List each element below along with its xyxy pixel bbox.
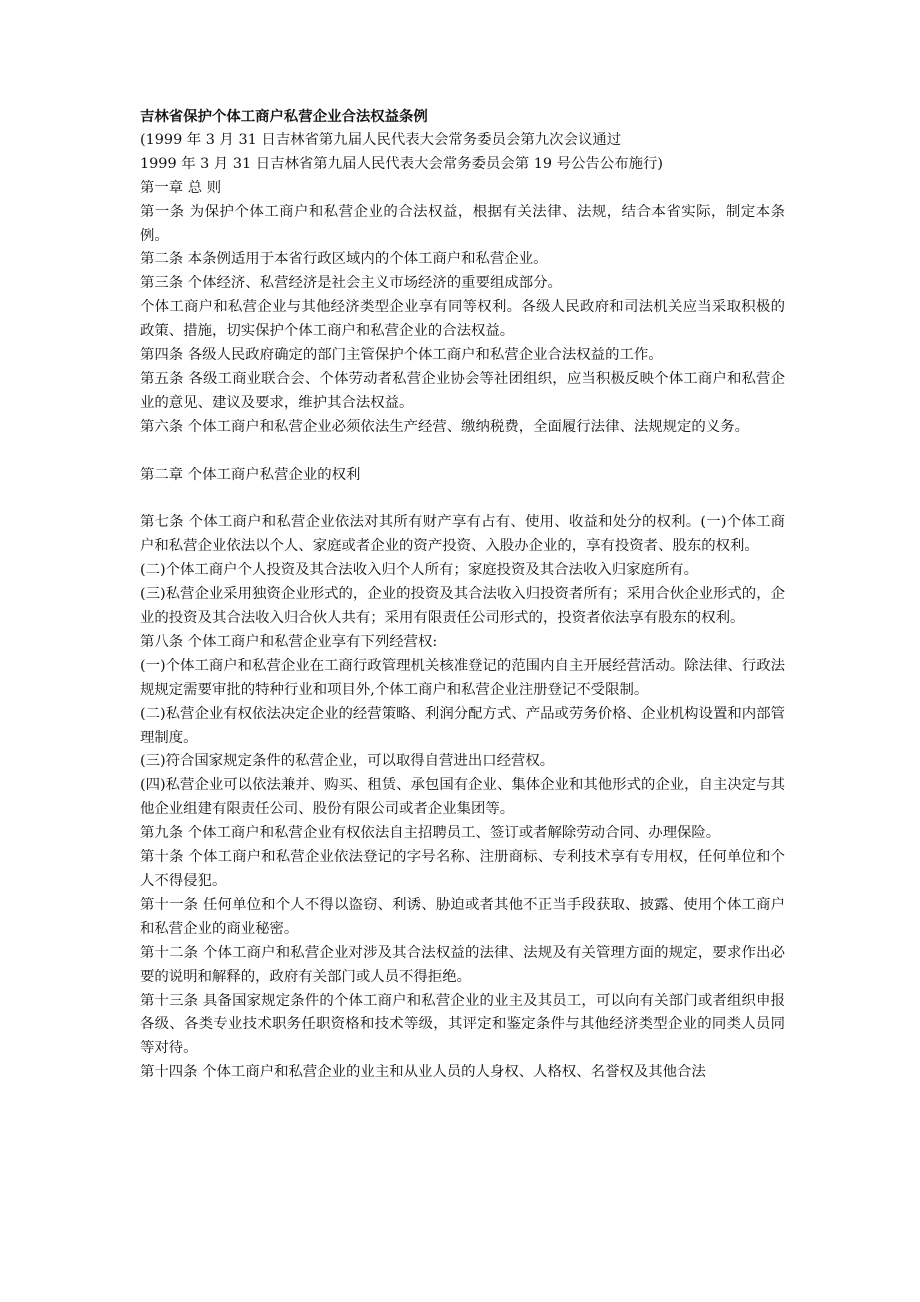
article-14: 第十四条 个体工商户和私营企业的业主和从业人员的人身权、人格权、名誉权及其他合法: [140, 1064, 706, 1081]
adoption-note-1: (1999 年 3 月 31 日吉林省第九届人民代表大会常务委员会第九次会议通过: [140, 131, 622, 148]
article-5: 第五条 各级工商业联合会、个体劳动者私营企业协会等社团组织，应当积极反映个体工商户和私营企业的意见、建议及要求，维护其合法权益。: [140, 370, 785, 411]
article-2: 第二条 本条例适用于本省行政区域内的个体工商户和私营企业。: [140, 251, 548, 268]
article-8-item-2: (二)私营企业有权依法决定企业的经营策略、利润分配方式、产品或劳务价格、企业机构设置和内部管理制度。: [140, 705, 785, 746]
article-4: 第四条 各级人民政府确定的部门主管保护个体工商户和私营企业合法权益的工作。: [140, 347, 663, 364]
spacer: [140, 440, 785, 464]
article-3: 第三条 个体经济、私营经济是社会主义市场经济的重要组成部分。: [140, 275, 562, 292]
article-7-item-2: (二)个体工商户个人投资及其合法收入归个人所有；家庭投资及其合法收入归家庭所有。: [140, 562, 699, 579]
article-11: 第十一条 任何单位和个人不得以盗窃、利诱、胁迫或者其他不正当手段获取、披露、使用个体工商户和私营企业的商业秘密。: [140, 896, 785, 937]
article-9: 第九条 个体工商户和私营企业有权依法自主招聘员工、签订或者解除劳动合同、办理保险。: [140, 825, 721, 842]
article-10: 第十条 个体工商户和私营企业依法登记的字号名称、注册商标、专利技术享有专用权，任何单位和个人不得侵犯。: [140, 849, 785, 889]
article-8-item-4: (四)私营企业可以依法兼并、购买、租赁、承包国有企业、集体企业和其他形式的企业，自主决定与其他企业组建有限责任公司、股份有限公司或者企业集团等。: [140, 777, 785, 818]
adoption-note-2: 1999 年 3 月 31 日吉林省第九届人民代表大会常务委员会第 19 号公告公布施行): [140, 155, 663, 172]
chapter-1-heading: 第一章 总 则: [140, 179, 222, 196]
article-12: 第十二条 个体工商户和私营企业对涉及其合法权益的法律、法规及有关管理方面的规定，要求作出必要的说明和解释的，政府有关部门或人员不得拒绝。: [140, 944, 785, 985]
article-8-item-1: (一)个体工商户和私营企业在工商行政管理机关核准登记的范围内自主开展经营活动。除法律、行政法规规定需要审批的特种行业和项目外,个体工商户和私营企业注册登记不受限制。: [140, 657, 785, 698]
article-13: 第十三条 具备国家规定条件的个体工商户和私营企业的业主及其员工，可以向有关部门或者组织申报各级、各类专业技术职务任职资格和技术等级，其评定和鉴定条件与其他经济类型企业的同类人员同等对待。: [140, 992, 785, 1057]
article-3-paragraph-2: 个体工商户和私营企业与其他经济类型企业享有同等权利。各级人民政府和司法机关应当采取积极的政策、措施，切实保护个体工商户和私营企业的合法权益。: [140, 299, 785, 340]
article-6: 第六条 个体工商户和私营企业必须依法生产经营、缴纳税费，全面履行法律、法规规定的义务。: [140, 418, 749, 435]
article-7-item-3: (三)私营企业采用独资企业形式的，企业的投资及其合法收入归投资者所有；采用合伙企业形式的，企业的投资及其合法收入归合伙人共有；采用有限责任公司形式的，投资者依法享有股东的权利。: [140, 586, 785, 626]
article-8: 第八条 个体工商户和私营企业享有下列经营权:: [140, 633, 438, 650]
document-title: 吉林省保护个体工商户私营企业合法权益条例: [140, 108, 428, 125]
article-8-item-3: (三)符合国家规定条件的私营企业，可以取得自营进出口经营权。: [140, 753, 555, 770]
article-7: 第七条 个体工商户和私营企业依法对其所有财产享有占有、使用、收益和处分的权利。(一)个体工商户和私营企业依法以个人、家庭或者企业的资产投资、入股办企业的，享有投资者、股东的权利。: [140, 514, 785, 555]
chapter-2-heading: 第二章 个体工商户私营企业的权利: [140, 466, 361, 483]
spacer: [140, 487, 785, 511]
article-1: 第一条 为保护个体工商户和私营企业的合法权益，根据有关法律、法规，结合本省实际，制定本条例。: [140, 203, 785, 244]
document-page: [140, 105, 785, 1085]
